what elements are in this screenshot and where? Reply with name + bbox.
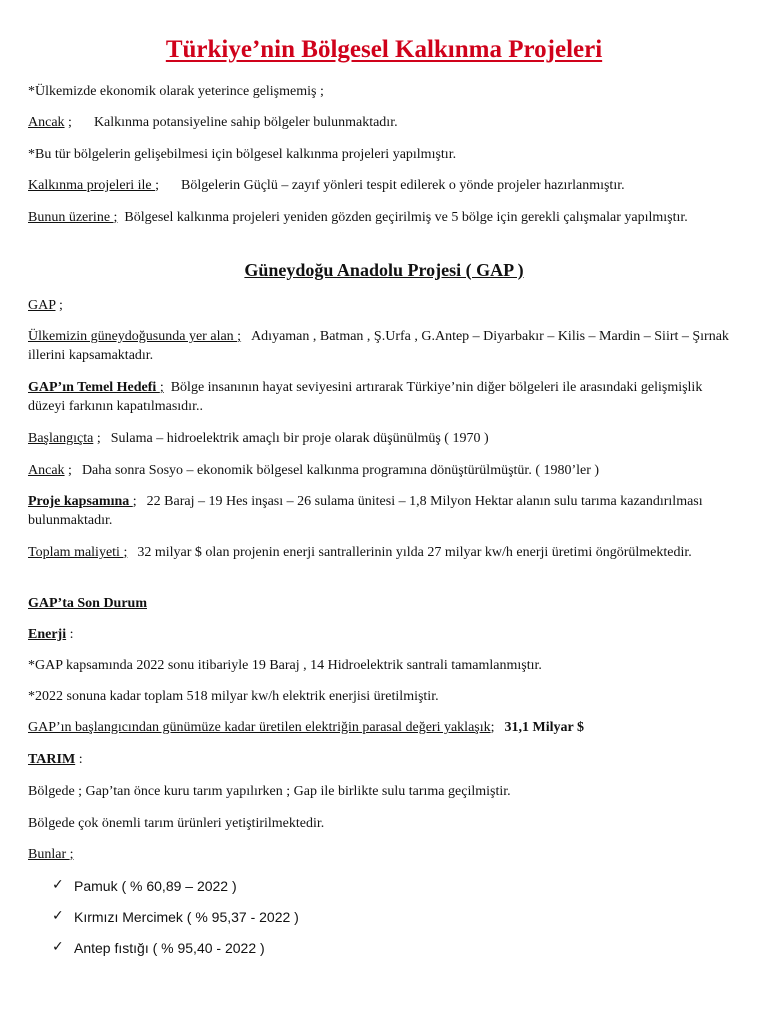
intro-paragraph-2 — [28, 113, 740, 132]
energy-value-label: GAP’ın başlangıcından günümüze kadar üretilen elektriğin parasal değeri yaklaşık — [28, 720, 491, 735]
separator: : — [66, 627, 74, 642]
intro-paragraph-5 — [28, 208, 740, 227]
energy-text-1: *GAP kapsamında 2022 sonu itibariyle 19 Baraj , 14 Hidroelektrik santrali tamamlanmıştır. — [28, 658, 542, 673]
start-label: Başlangıçta — [28, 431, 94, 446]
gap-label-paragraph — [28, 296, 740, 315]
checkmark-icon: ✓ — [52, 908, 64, 924]
energy-paragraph-2 — [28, 687, 740, 706]
checkmark-icon: ✓ — [52, 939, 64, 955]
cost-label: Toplam maliyeti — [28, 545, 124, 560]
intro-text-2: Kalkınma potansiyeline sahip bölgeler bulunmaktadır. — [93, 115, 398, 130]
agri-label: TARIM — [28, 752, 76, 767]
location-label: Ülkemizin güneydoğusunda yer alan — [28, 329, 238, 344]
scope-text: 22 Baraj – 19 Hes inşası – 26 sulama ünitesi – 1,8 Milyon Hektar alanın sulu tarıma kazandırılması bulunmaktadır. — [28, 494, 703, 528]
kalkinma-projeleri-label: Kalkınma projeleri ile — [28, 178, 156, 193]
intro-paragraph-1 — [28, 82, 740, 101]
intro-text-1: *Ülkemizde ekonomik olarak yeterince gelişmemiş ; — [28, 84, 324, 99]
separator: : — [75, 752, 83, 767]
agri-heading-paragraph — [28, 750, 740, 769]
gap-cost-paragraph — [28, 543, 740, 562]
gap-label: GAP — [28, 298, 56, 313]
energy-text-2: *2022 sonuna kadar toplam 518 milyar kw/h elektrik enerjisi üretilmiştir. — [28, 689, 439, 704]
separator: ; — [93, 431, 101, 446]
energy-paragraph-3 — [28, 718, 740, 737]
gap-goal-paragraph — [28, 378, 740, 416]
separator: ; — [159, 380, 164, 395]
gap-scope-paragraph — [28, 492, 740, 530]
intro-paragraph-3 — [28, 145, 740, 164]
gap-later-paragraph — [28, 461, 740, 480]
start-text: Sulama – hidroelektrik amaçlı bir proje olarak düşünülmüş ( 1970 ) — [110, 431, 489, 446]
separator: ; — [123, 545, 128, 560]
gap-section-heading: Güneydoğu Anadolu Projesi ( GAP ) — [244, 260, 524, 280]
ancak-label: Ancak — [28, 115, 65, 130]
agri-paragraph-2 — [28, 814, 740, 833]
separator: ; — [113, 210, 118, 225]
separator: ; — [155, 178, 160, 193]
separator: ; — [490, 720, 495, 735]
list-item: Pamuk ( % 60,89 – 2022 ) — [74, 878, 237, 894]
intro-text-3: *Bu tür bölgelerin gelişebilmesi için bölgesel kalkınma projeleri yapılmıştır. — [28, 147, 457, 162]
checkmark-icon: ✓ — [52, 877, 64, 893]
scope-label: Proje kapsamına — [28, 494, 133, 509]
separator: ; — [69, 847, 74, 862]
intro-text-4: Bölgelerin Güçlü – zayıf yönleri tespit edilerek o yönde projeler hazırlanmıştır. — [181, 178, 625, 193]
status-heading-paragraph — [28, 594, 740, 613]
separator: ; — [55, 298, 63, 313]
list-label-paragraph — [28, 845, 740, 864]
list-item: Kırmızı Mercimek ( % 95,37 - 2022 ) — [74, 909, 299, 925]
energy-label: Enerji — [28, 627, 67, 642]
energy-value: 31,1 Milyar $ — [504, 720, 584, 735]
gap-location-paragraph — [28, 327, 740, 365]
energy-paragraph-1 — [28, 656, 740, 675]
list-label: Bunlar — [28, 847, 70, 862]
later-label: Ancak — [28, 463, 65, 478]
page-title: Türkiye’nin Bölgesel Kalkınma Projeleri — [165, 36, 603, 63]
status-heading: GAP’ta Son Durum — [28, 596, 148, 611]
goal-text: Bölge insanının hayat seviyesini artırarak Türkiye’nin diğer bölgeleri ile arasındaki gelişmişlik düzeyi farkının kapatılmasıdır.. — [28, 380, 703, 414]
bunun-uzerine-label: Bunun üzerine — [28, 210, 114, 225]
cost-text: 32 milyar $ olan projenin enerji santrallerinin yılda 27 milyar kw/h enerji üretimi öngörülmektedir. — [137, 545, 692, 560]
agri-paragraph-1 — [28, 782, 740, 801]
list-item: Antep fıstığı ( % 95,40 - 2022 ) — [74, 940, 265, 956]
later-text: Daha sonra Sosyo – ekonomik bölgesel kalkınma programına dönüştürülmüştür. ( 1980’ler ) — [81, 463, 600, 478]
agri-text-2: Bölgede çok önemli tarım ürünleri yetiştirilmektedir. — [28, 816, 325, 831]
energy-heading-paragraph — [28, 625, 740, 644]
intro-text-5: Bölgesel kalkınma projeleri yeniden gözden geçirilmiş ve 5 bölge için gerekli çalışmalar yapılmıştır. — [124, 210, 688, 225]
location-text: Adıyaman , Batman , Ş.Urfa , G.Antep – Diyarbakır – Kilis – Mardin – Siirt – Şırnak illerini kapsamaktadır. — [28, 329, 729, 363]
separator: ; — [64, 115, 72, 130]
separator: ; — [64, 463, 72, 478]
gap-start-paragraph — [28, 429, 740, 448]
intro-paragraph-4 — [28, 176, 740, 195]
goal-label: GAP’ın Temel Hedefi — [28, 380, 160, 395]
agri-text-1: Bölgede ; Gap’tan önce kuru tarım yapılırken ; Gap ile birlikte sulu tarıma geçilmiştir. — [28, 784, 511, 799]
separator: ; — [237, 329, 242, 344]
separator: ; — [132, 494, 137, 509]
